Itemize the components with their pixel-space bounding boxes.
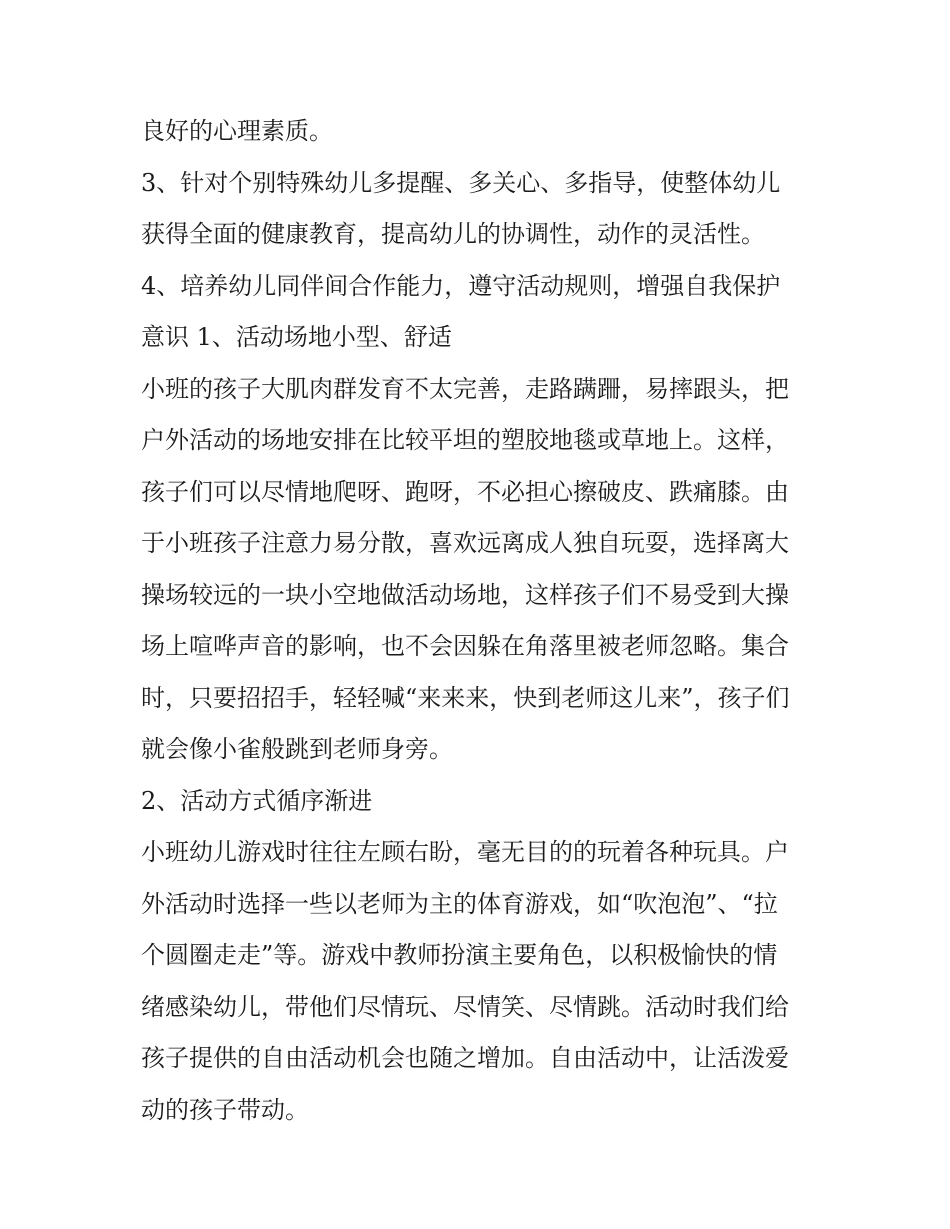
text-line: 外活动时选择一些以老师为主的体育游戏，如“吹泡泡”、“拉 — [141, 889, 778, 918]
text-line: 小班幼儿游戏时往往左顾右盼，毫无目的的玩着各种玩具。户 — [141, 838, 789, 866]
document-body — [141, 106, 831, 1136]
text-line: 就会像小雀般跳到老师身旁。 — [141, 735, 453, 763]
text-line: 3、针对个别特殊幼儿多提醒、多关心、多指导，使整体幼儿 — [141, 168, 781, 197]
text-line: 场上喧哗声音的影响，也不会因躲在角落里被老师忽略。集合 — [141, 632, 789, 660]
text-line: 4、培养幼儿同伴间合作能力，遵守活动规则，增强自我保护 — [141, 271, 781, 300]
text-line: 操场较远的一块小空地做活动场地，这样孩子们不易受到大操 — [141, 580, 789, 609]
text-line: 意识 1、活动场地小型、舒适 — [141, 323, 452, 351]
text-line: 动的孩子带动。 — [141, 1095, 309, 1124]
text-line: 户外活动的场地安排在比较平坦的塑胶地毯或草地上。这样， — [141, 426, 789, 454]
text-line: 绪感染幼儿，带他们尽情玩、尽情笑、尽情跳。活动时我们给 — [141, 992, 789, 1021]
text-line: 孩子们可以尽情地爬呀、跑呀，不必担心擦破皮、跌痛膝。由 — [141, 477, 789, 506]
text-line: 良好的心理素质。 — [141, 117, 333, 145]
text-line: 个圆圈走走”等。游戏中教师扮演主要角色，以积极愉快的情 — [141, 941, 778, 969]
text-line: 时，只要招招手，轻轻喊“来来来，快到老师这儿来”，孩子们 — [141, 683, 790, 712]
text-line: 孩子提供的自由活动机会也随之增加。自由活动中，让活泼爱 — [141, 1044, 789, 1072]
text-line: 小班的孩子大肌肉群发育不太完善，走路蹒跚，易摔跟头，把 — [141, 374, 789, 403]
text-line: 于小班孩子注意力易分散，喜欢远离成人独自玩耍，选择离大 — [141, 529, 789, 557]
text-line: 2、活动方式循序渐进 — [141, 786, 373, 815]
text-line: 获得全面的健康教育，提高幼儿的协调性，动作的灵活性。 — [141, 220, 765, 248]
